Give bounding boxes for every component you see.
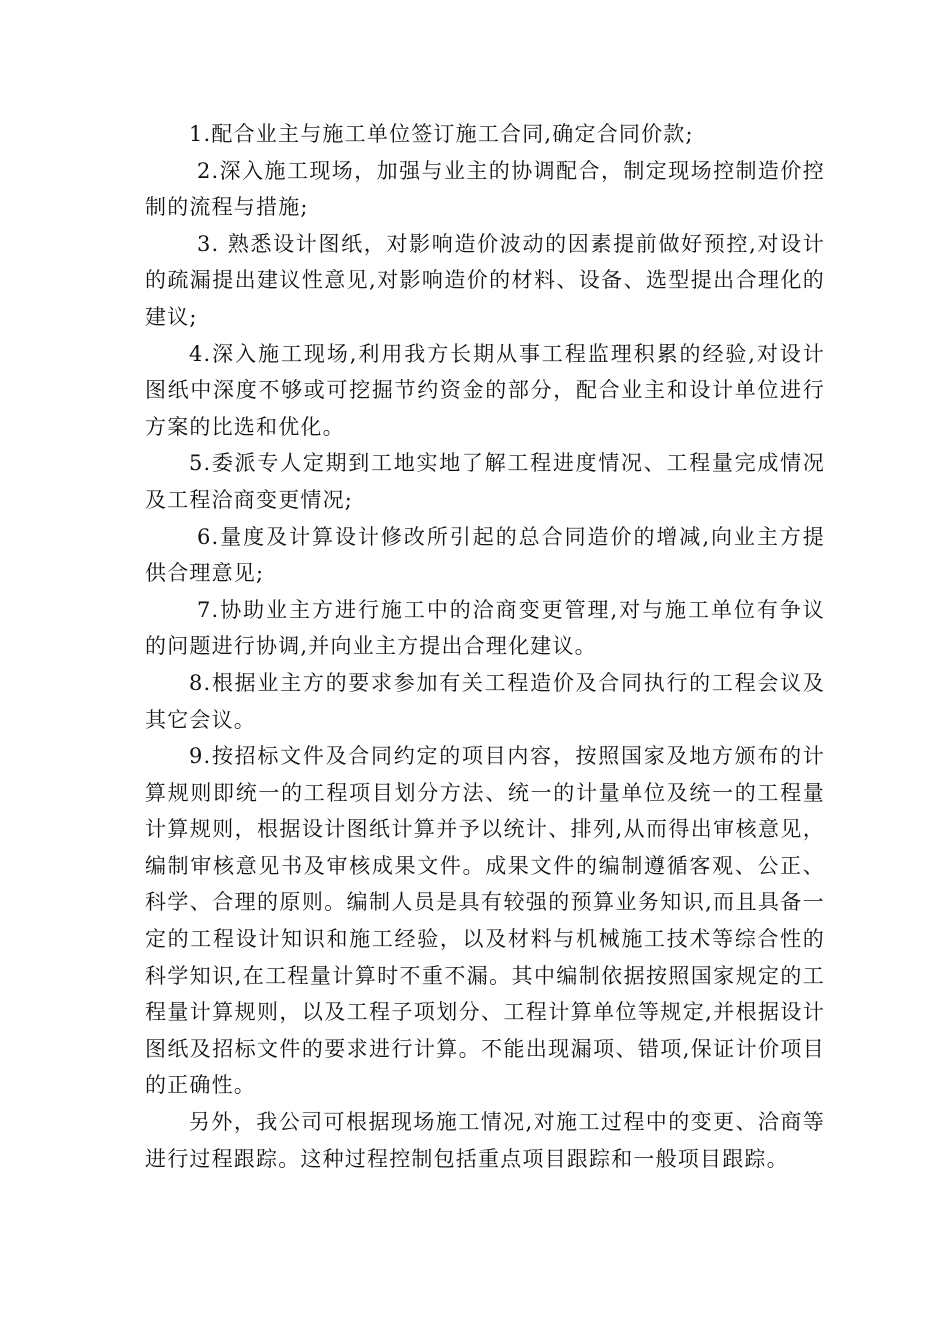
paragraph-9: 9.按招标文件及合同约定的项目内容，按照国家及地方颁布的计算规则即统一的工程项目划分方法、统一的计量单位及统一的工程量计算规则，根据设计图纸计算并予以统计、排列,从而得出审核意见，编制审核意见书及审核成果文件。成果文件的编制遵循客观、公正、科学、合理的原则。编制人员是具有较强的预算业务知识,而且具备一定的工程设计知识和施工经验，以及材料与机械施工技术等综合性的科学知识,在工程量计算时不重不漏。其中编制依据按照国家规定的工程量计算规则，以及工程子项划分、工程计算单位等规定,并根据设计图纸及招标文件的要求进行计算。不能出现漏项、错项,保证计价项目的正确性。 [145,744,825,1098]
paragraph-2: 2.深入施工现场，加强与业主的协调配合，制定现场控制造价控制的流程与措施; [145,158,825,220]
paragraph-8: 8.根据业主方的要求参加有关工程造价及合同执行的工程会议及其它会议。 [145,670,825,732]
paragraph-10: 另外，我公司可根据现场施工情况,对施工过程中的变更、洽商等进行过程跟踪。这种过程控制包括重点项目跟踪和一般项目跟踪。 [145,1110,825,1171]
paragraph-5: 5.委派专人定期到工地实地了解工程进度情况、工程量完成情况及工程洽商变更情况; [145,451,825,512]
paragraph-7: 7.协助业主方进行施工中的洽商变更管理,对与施工单位有争议的问题进行协调,并向业主方提出合理化建议。 [145,597,825,659]
paragraph-6: 6.量度及计算设计修改所引起的总合同造价的增减,向业主方提供合理意见; [145,524,825,586]
document-body [145,116,825,1177]
paragraph-1: 1.配合业主与施工单位签订施工合同,确定合同价款; [189,122,694,146]
paragraph-4: 4.深入施工现场,利用我方长期从事工程监理积累的经验,对设计图纸中深度不够或可挖掘节约资金的部分，配合业主和设计单位进行方案的比选和优化。 [145,341,825,439]
paragraph-3: 3. 熟悉设计图纸，对影响造价波动的因素提前做好预控,对设计的疏漏提出建议性意见,对影响造价的材料、设备、选型提出合理化的建议; [145,231,825,329]
